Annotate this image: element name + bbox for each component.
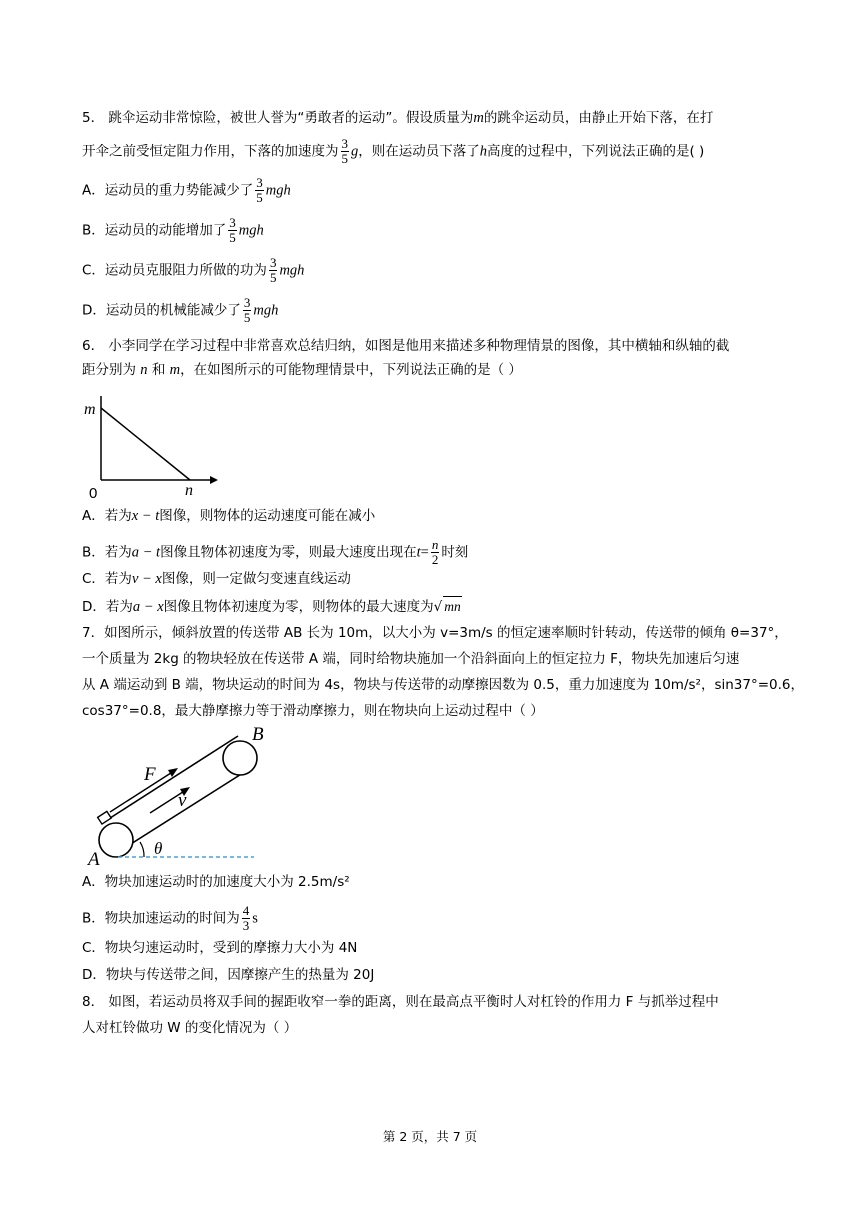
force-arrow-line — [110, 771, 174, 812]
block — [98, 811, 112, 824]
q6-option-a: A．若为x − t图像，则物体的运动速度可能在减小 — [82, 508, 376, 524]
q8-line2: 人对杠铃做功 W 的变化情况为（ ） — [82, 1020, 298, 1036]
q7-line3: 从 A 端运动到 B 端，物块运动的时间为 4s，物块与传送带的动摩擦因数为 0.5，重力加速度为 10m/s²，sin37°=0.6， — [82, 677, 804, 693]
q6-line1: 6． 小李同学在学习过程中非常喜欢总结归纳，如图是他用来描述多种物理情景的图像，其中横轴和纵轴的截 — [82, 338, 730, 354]
q8-line1: 8． 如图，若运动员将双手间的握距收窄一拳的距离，则在最高点平衡时人对杠铃的作用力 F 与抓举过程中 — [82, 994, 719, 1010]
q7-option-d: D．物块与传送带之间，因摩擦产生的热量为 20J — [82, 967, 375, 983]
q7-option-c: C．物块匀速运动时，受到的摩擦力大小为 4N — [82, 940, 358, 956]
q7-line1: 7．如图所示，倾斜放置的传送带 AB 长为 10m，以大小为 v=3m/s 的恒定速率顺时针转动，传送带的倾角 θ=37°， — [82, 625, 788, 641]
pulley-b — [223, 741, 257, 775]
pulley-a — [99, 823, 133, 857]
q5-option-c: C．运动员克服阻力所做的功为 $\frac{3}{5}$ mgh — [82, 255, 305, 285]
fraction-3-5: $\frac{3}{5}$ — [341, 136, 348, 166]
q5-line1: 5． 跳伞运动非常惊险，被世人誉为“勇敢者的运动”。假设质量为m的跳伞运动员，由静止开始下落，在打 — [82, 110, 714, 126]
q5-option-d: D．运动员的机械能减少了 $\frac{3}{5}$ mgh — [82, 295, 279, 325]
conveyor-belt-figure — [82, 722, 272, 868]
q5-line2: 开伞之前受恒定阻力作用，下落的加速度为 $\frac{3}{5}$ g，则在运动员下落了h高度的过程中，下列说法正确的是( ) — [82, 136, 705, 166]
graph-line — [101, 408, 190, 480]
angle-arc — [140, 842, 144, 857]
point-a-label: A — [88, 849, 100, 868]
belt-top-edge — [107, 736, 238, 820]
q6-option-c: C．若为v − x图像，则一定做匀变速直线运动 — [82, 571, 351, 587]
x-axis-arrow — [210, 476, 218, 484]
q6-line2: 距分别为 n 和 m，在如图所示的可能物理情景中，下列说法正确的是（ ） — [82, 362, 522, 378]
point-b-label: B — [252, 724, 264, 745]
q5-option-b: B．运动员的动能增加了 $\frac{3}{5}$ mgh — [82, 215, 264, 245]
belt-bottom-edge — [123, 766, 254, 849]
q7-option-a: A．物块加速运动时的加速度大小为 2.5m/s² — [82, 874, 350, 890]
force-label: F — [144, 764, 156, 785]
y-intercept-label: m — [84, 401, 96, 418]
page-footer: 第 2 页，共 7 页 — [382, 1129, 478, 1144]
x-intercept-label: n — [185, 482, 193, 499]
velocity-label: v — [178, 790, 187, 811]
angle-label: θ — [154, 839, 163, 858]
q7-line4: cos37°=0.8，最大静摩擦力等于滑动摩擦力，则在物块向上运动过程中（ ） — [82, 703, 544, 719]
q7-option-b: B．物块加速运动的时间为 $\frac{4}{3}$ s — [82, 903, 258, 933]
intercept-graph — [82, 392, 222, 500]
q5-option-a: A．运动员的重力势能减少了 $\frac{3}{5}$ mgh — [82, 175, 291, 205]
q6-option-d: D．若为a − x图像且物体初速度为零，则物体的最大速度为√ mn — [82, 596, 462, 617]
q6-option-b: B．若为a − t图像且物体初速度为零，则最大速度出现在t= $\frac{n}{2}$ 时刻 — [82, 537, 469, 567]
origin-label: 0 — [89, 485, 98, 500]
q7-line2: 一个质量为 2kg 的物块轻放在传送带 A 端，同时给物块施加一个沿斜面向上的恒定拉力 F，物块先加速后匀速 — [82, 651, 740, 667]
